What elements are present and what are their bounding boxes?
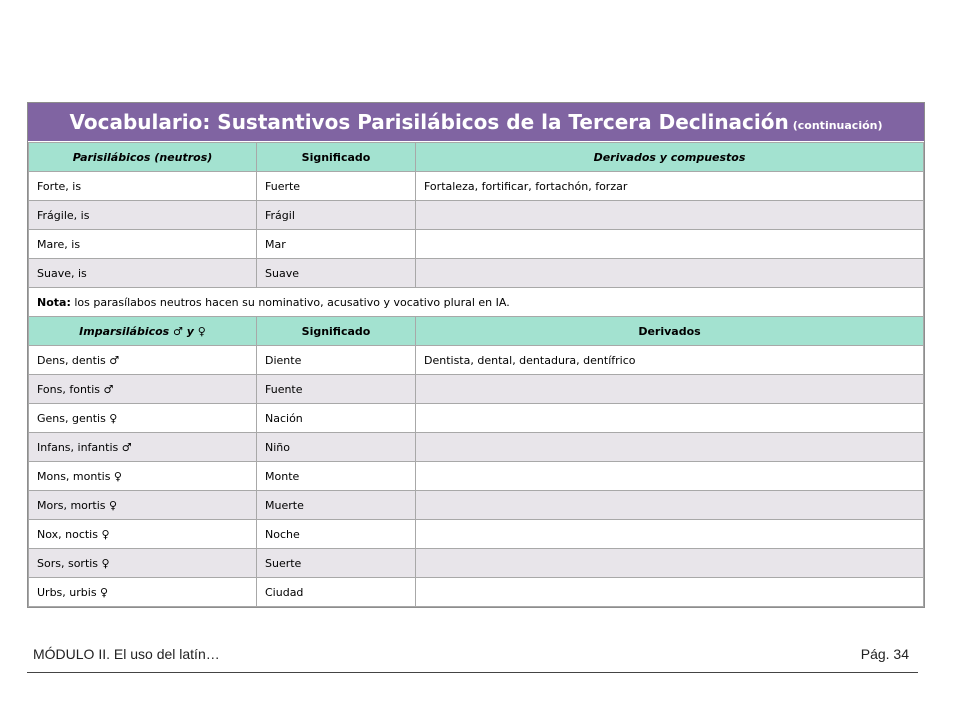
table-cell: Fortaleza, fortificar, fortachón, forzar [416, 172, 924, 201]
header-cell: Derivados y compuestos [416, 143, 924, 172]
table-row [29, 433, 924, 462]
table-row [29, 549, 924, 578]
table-cell: Muerte [257, 491, 416, 520]
table-cell: Niño [257, 433, 416, 462]
table-row [29, 259, 924, 288]
vocabulary-table [27, 102, 925, 608]
table-cell [416, 462, 924, 491]
table-row [29, 230, 924, 259]
note-text: los parasílabos neutros hacen su nominativo, acusativo y vocativo plural en IA. [70, 295, 510, 309]
note-cell [29, 288, 924, 317]
header-cell: Derivados [416, 317, 924, 346]
note-row [29, 288, 924, 317]
table-cell: Mare, is [29, 230, 257, 259]
table-row [29, 201, 924, 230]
table-cell: Ciudad [257, 578, 416, 607]
table-row [29, 491, 924, 520]
header-cell: Significado [257, 317, 416, 346]
title-suffix: (continuación) [792, 118, 883, 132]
table-cell [416, 491, 924, 520]
header-row-neutros [29, 143, 924, 172]
page-footer [33, 646, 909, 662]
header-row-imparsilabicos [29, 317, 924, 346]
table-cell: Mons, montis ♀ [29, 462, 257, 491]
table-cell: Fons, fontis ♂ [29, 375, 257, 404]
table-cell [416, 201, 924, 230]
header-cell: Parisilábicos (neutros) [29, 143, 257, 172]
table-cell: Suerte [257, 549, 416, 578]
note-label: Nota: [37, 295, 71, 309]
footer-divider [27, 672, 918, 673]
table-cell: Fuente [257, 375, 416, 404]
table-row [29, 462, 924, 491]
table-cell: Suave [257, 259, 416, 288]
table-cell [416, 375, 924, 404]
table-row [29, 404, 924, 433]
table-cell: Sors, sortis ♀ [29, 549, 257, 578]
table-row [29, 578, 924, 607]
table-cell [416, 433, 924, 462]
table-row [29, 520, 924, 549]
table-cell: Suave, is [29, 259, 257, 288]
table-cell: Monte [257, 462, 416, 491]
table-cell: Mors, mortis ♀ [29, 491, 257, 520]
table-cell: Gens, gentis ♀ [29, 404, 257, 433]
table-cell: Forte, is [29, 172, 257, 201]
vocab-grid [28, 142, 924, 607]
table-cell: Nación [257, 404, 416, 433]
table-row [29, 172, 924, 201]
table-cell [416, 520, 924, 549]
table-cell: Fuerte [257, 172, 416, 201]
table-cell: Noche [257, 520, 416, 549]
table-row [29, 346, 924, 375]
table-cell: Urbs, urbis ♀ [29, 578, 257, 607]
header-cell: Imparsilábicos ♂ y ♀ [29, 317, 257, 346]
table-cell [416, 578, 924, 607]
table-cell: Infans, infantis ♂ [29, 433, 257, 462]
page-number: Pág. 34 [860, 646, 909, 662]
header-cell: Significado [257, 143, 416, 172]
footer-module-title: MÓDULO II. El uso del latín… [33, 646, 220, 662]
table-cell [416, 230, 924, 259]
table-cell [416, 404, 924, 433]
table-cell: Mar [257, 230, 416, 259]
table-cell: Frágile, is [29, 201, 257, 230]
table-title [28, 103, 924, 142]
table-cell [416, 259, 924, 288]
table-cell: Nox, noctis ♀ [29, 520, 257, 549]
title-main: Vocabulario: Sustantivos Parisilábicos de la Tercera Declinación [69, 110, 789, 134]
table-cell: Dentista, dental, dentadura, dentífrico [416, 346, 924, 375]
table-row [29, 375, 924, 404]
table-cell: Frágil [257, 201, 416, 230]
table-cell [416, 549, 924, 578]
table-cell: Dens, dentis ♂ [29, 346, 257, 375]
table-cell: Diente [257, 346, 416, 375]
